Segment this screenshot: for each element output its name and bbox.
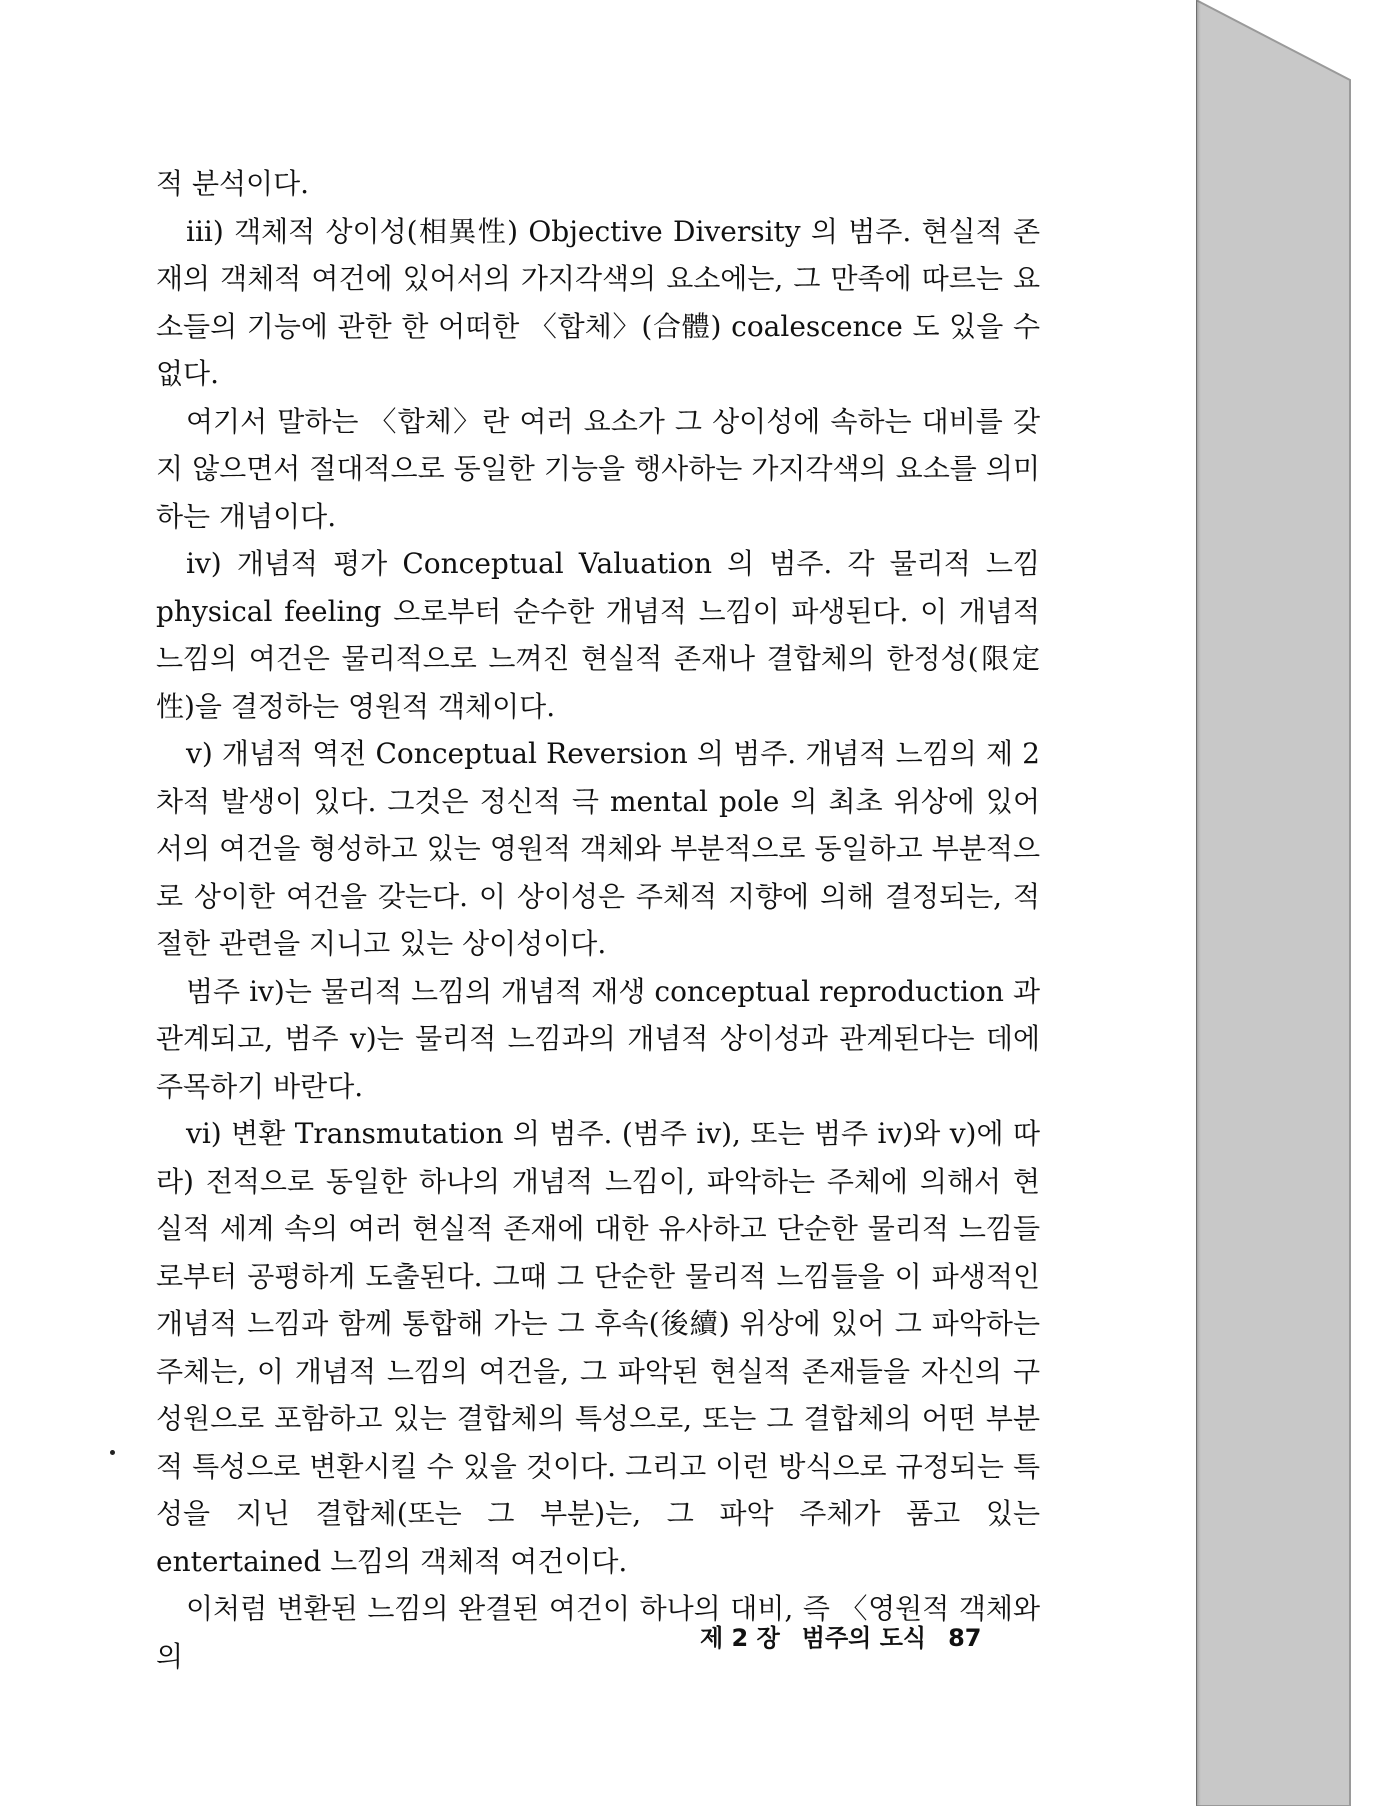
body-text — [156, 160, 1040, 1680]
page-footer — [700, 1618, 981, 1653]
paragraph-continuation: 적 분석이다. — [156, 167, 310, 200]
page-number: 87 — [948, 1624, 982, 1652]
paragraph-conceptual-reversion: v) 개념적 역전 Conceptual Reversion 의 범주. 개념적 느낌의 제 2 차적 발생이 있다. 그것은 정신적 극 mental pole 의 최초 위상에 있어서의 여건을 형성하고 있는 영원적 객체와 부분적으로 동일하고 부분적으로 상이한 여건을 갖는다. 이 상이성은 주체적 지향에 의해 결정되는, 적절한 관련을 지니고 있는 상이성이다. — [156, 737, 1040, 960]
paragraph-transmuted-feeling: 이처럼 변환된 느낌의 완결된 여건이 하나의 대비, 즉 〈영원적 객체와의 — [156, 1592, 1040, 1673]
paragraph-coalescence-definition: 여기서 말하는 〈합체〉란 여러 요소가 그 상이성에 속하는 대비를 갖지 않으면서 절대적으로 동일한 기능을 행사하는 가지각색의 요소를 의미하는 개념이다. — [156, 404, 1040, 533]
paragraph-category-note: 범주 iv)는 물리적 느낌의 개념적 재생 conceptual reproduction 과 관계되고, 범주 v)는 물리적 느낌과의 개념적 상이성과 관계된다는 데에 주목하기 바란다. — [156, 974, 1040, 1103]
chapter-title: 범주의 도식 — [801, 1624, 927, 1652]
chapter-label: 제 2 장 — [700, 1624, 780, 1652]
paragraph-conceptual-valuation: iv) 개념적 평가 Conceptual Valuation 의 범주. 각 물리적 느낌 physical feeling 으로부터 순수한 개념적 느낌이 파생된다. 이 개념적 느낌의 여건은 물리적으로 느껴진 현실적 존재나 결합체의 한정성(限定性)을 결정하는 영원적 객체이다. — [156, 547, 1040, 723]
scan-speck — [110, 1450, 115, 1455]
paragraph-transmutation: vi) 변환 Transmutation 의 범주. (범주 iv), 또는 범주 iv)와 v)에 따라) 전적으로 동일한 하나의 개념적 느낌이, 파악하는 주체에 의해서 현실적 세계 속의 여러 현실적 존재에 대한 유사하고 단순한 물리적 느낌들로부터 공평하게 도출된다. 그때 그 단순한 물리적 느낌들을 이 파생적인 개념적 느낌과 함께 통합해 가는 그 후속(後續) 위상에 있어 그 파악하는 주체는, 이 개념적 느낌의 여건을, 그 파악된 현실적 존재들을 자신의 구성원으로 포함하고 있는 결합체의 특성으로, 또는 그 결합체의 어떤 부분적 특성으로 변환시킬 수 있을 것이다. 그리고 이런 방식으로 규정되는 특성을 지닌 결합체(또는 그 부분)는, 그 파악 주체가 품고 있는 entertained 느낌의 객체적 여건이다. — [156, 1117, 1040, 1578]
paragraph-objective-diversity: iii) 객체적 상이성(相異性) Objective Diversity 의 범주. 현실적 존재의 객체적 여건에 있어서의 가지각색의 요소에는, 그 만족에 따르는 요소들의 기능에 관한 한 어떠한 〈합체〉(合體) coalescence 도 있을 수 없다. — [156, 214, 1040, 390]
